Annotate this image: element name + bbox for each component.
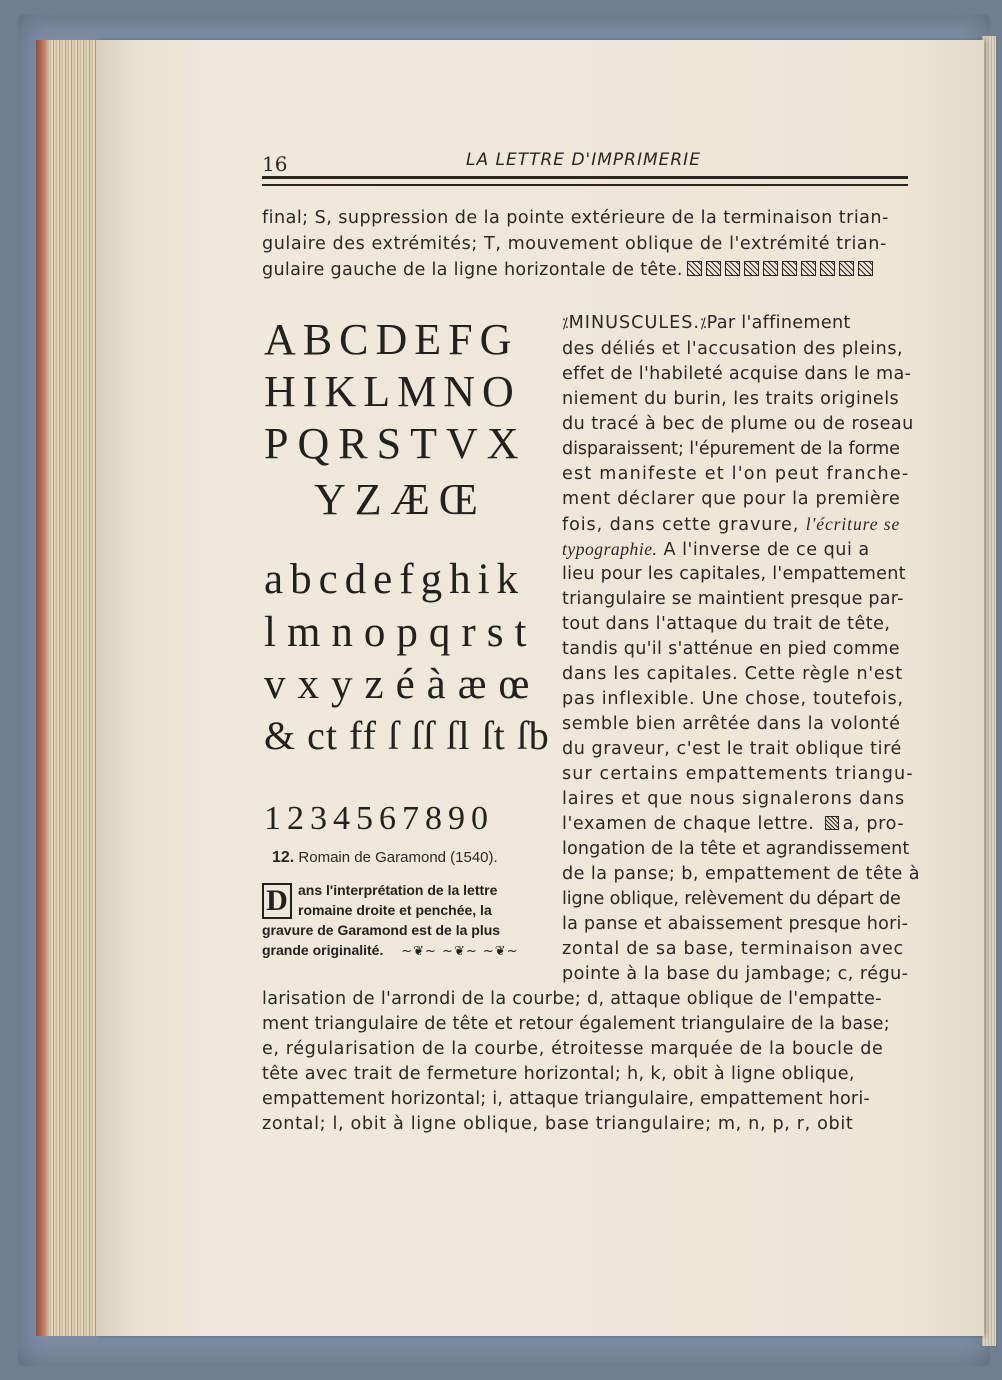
right-column-line [562,514,900,535]
bottom-paragraph-line: empattement horizontal; i, attaque triangulaire, empattement hori- [262,1089,870,1109]
specimen-digits: 1234567890 [264,800,494,837]
note-line-text: grande originalité. [262,942,384,958]
note-line: gravure de Garamond est de la plus [262,922,501,938]
ornament-row [683,260,873,280]
note-line: romaine droite et penchée, la [298,902,492,918]
specimen-ligatures-row: & ct ff ſ ſſ ſl ſt ſb [264,713,550,758]
right-column-line: disparaissent; l'épurement de la forme [562,439,900,459]
right-column-line [562,814,904,834]
specimen-capitals-row: HIKLMNO [264,367,521,416]
bottom-paragraph-line: tête avec trait de fermeture horizontal; h, k, obit à ligne oblique, [262,1064,855,1084]
specimen-capitals-row: YZÆŒ [314,475,487,524]
right-column-text: A l'inverse de ce qui a [663,540,870,560]
right-column-line: la panse et abaissement presque hori- [562,914,909,934]
leaf-ornament: ⁒ [562,316,569,332]
flourish-ornament: ~❦~ ~❦~ ~❦~ [401,944,519,959]
specimen-lowercase-row: abcdefghik [264,556,526,603]
page-number: 16 [262,152,288,176]
bottom-paragraph-line: zontal; l, obit à ligne oblique, base triangulaire; m, n, p, r, obit [262,1114,854,1134]
header-rule-thick [262,176,908,179]
note-line [262,942,519,959]
drop-cap: D [262,883,292,919]
italic-text: l'écriture se [805,514,901,534]
figure-caption [272,849,498,867]
bottom-paragraph-line: larisation de l'arrondi de la courbe; d, attaque oblique de l'empatte- [262,989,882,1009]
right-column-line: triangulaire se maintient presque par- [562,589,904,609]
right-column-line: du graveur, c'est le trait oblique tiré [562,739,902,759]
right-column-line: du tracé à bec de plume ou de roseau [562,414,914,434]
right-column-line: tandis qu'il s'atténue en pied comme [562,639,900,659]
ornamental-initial [825,816,839,830]
right-column-line: lieu pour les capitales, l'empattement [562,564,906,584]
figure-caption-text: Romain de Garamond (1540). [298,849,498,866]
header-rule-thin [262,184,908,186]
right-column-text: l'examen de chaque lettre. [562,814,815,834]
right-column-line: ment déclarer que pour la première [562,489,901,509]
right-column-line: effet de l'habileté acquise dans le ma- [562,364,912,384]
note-line: ans l'interprétation de la lettre [298,882,498,898]
right-column-line [562,313,851,333]
right-column-line: est manifeste et l'on peut franche- [562,464,910,484]
top-paragraph-text: gulaire gauche de la ligne horizontale de tête. [262,260,683,280]
right-column-line: niement du burin, les traits originels [562,389,900,409]
right-column-line: tout dans l'attaque du trait de tête, [562,614,891,634]
right-column-line: sur certains empattements triangu- [562,764,914,784]
right-column-line: semble bien arrêtée dans la volonté [562,714,901,734]
right-column-line [562,539,870,560]
right-column-line: ligne oblique, relèvement du départ de [562,889,901,909]
right-column-line: dans les capitales. Cette règle n'est [562,664,903,684]
top-paragraph-line: final; S, suppression de la pointe extérieure de la terminaison trian- [262,208,889,228]
right-column-line: laires et que nous signalerons dans [562,789,906,809]
top-paragraph-line [262,260,873,280]
italic-text: typographie. [562,539,658,559]
right-column-text: Par l'affinement [706,313,851,333]
bottom-paragraph-line: e, régularisation de la courbe, étroitesse marquée de la boucle de [262,1039,884,1059]
figure-number: 12. [272,849,295,866]
leaf-ornament: ⁒ [700,316,707,332]
right-column-line: pas inflexible. Une chose, toutefois, [562,689,904,709]
specimen-capitals-row: ABCDEFG [264,315,519,364]
right-column-text: a, pro- [842,814,905,834]
red-page-edge [36,40,50,1336]
specimen-capitals-row: PQRSTVX [264,419,528,468]
section-lead: MINUSCULES. [568,313,701,333]
running-title: LA LETTRE D'IMPRIMERIE [466,150,701,170]
right-column-line: zontal de sa base, terminaison avec [562,939,904,959]
right-column-line: pointe à la base du jambage; c, régu- [562,964,909,984]
specimen-lowercase-row: lmnopqrst [264,609,538,656]
bottom-paragraph-line: ment triangulaire de tête et retour également triangulaire de la base; [262,1014,890,1034]
right-column-line: de la panse; b, empattement de tête à [562,864,921,884]
right-column-line: des déliés et l'accusation des pleins, [562,339,904,359]
specimen-lowercase-row: vxyzéàæœ [264,661,542,708]
top-paragraph-line: gulaire des extrémités; T, mouvement oblique de l'extrémité trian- [262,234,887,254]
right-page-edges [982,36,996,1346]
right-column-line: longation de la tête et agrandissement [562,839,910,859]
right-column-text: fois, dans cette gravure, [562,515,800,535]
